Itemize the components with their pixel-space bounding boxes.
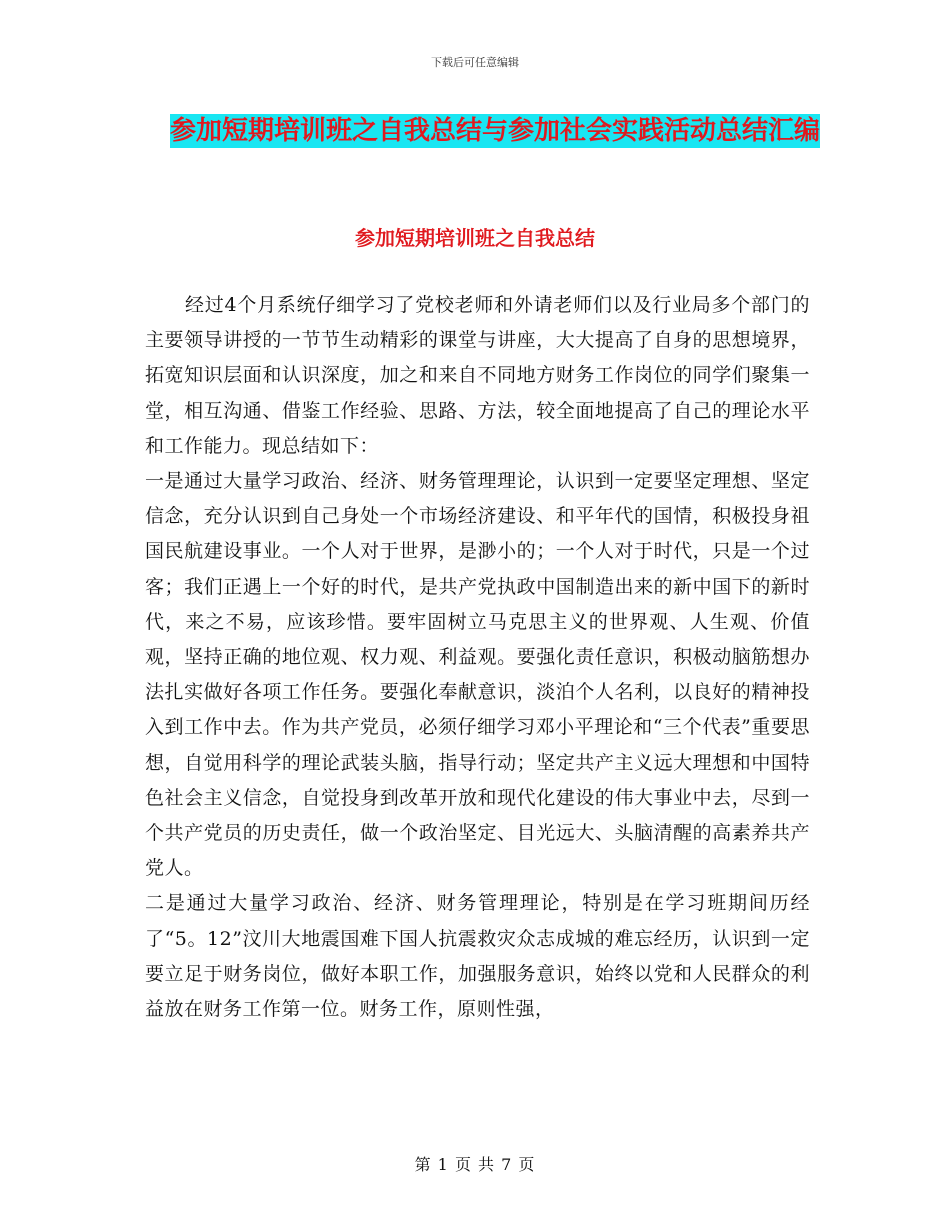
header-note: 下载后可任意编辑 <box>431 56 519 69</box>
section-title: 参加短期培训班之自我总结 <box>355 226 595 250</box>
document-title <box>150 108 840 154</box>
paragraph-point-two: 二是通过大量学习政治、经济、财务管理理论，特别是在学习班期间历经了“5。12”汶川大地震国难下国人抗震救灾众志成城的难忘经历，认识到一定要立足于财务岗位，做好本职工作，加强服务意识，始终以党和人民群众的利益放在财务工作第一位。财务工作，原则性强， <box>145 892 810 1021</box>
paragraph-intro: 经过4个月系统仔细学习了党校老师和外请老师们以及行业局多个部门的主要领导讲授的一节节生动精彩的课堂与讲座，大大提高了自身的思想境界，拓宽知识层面和认识深度，加之和来自不同地方财务工作岗位的同学们聚集一堂，相互沟通、借鉴工作经验、思路、方法，较全面地提高了自己的理论水平和工作能力。现总结如下： <box>145 294 810 457</box>
paragraph-point-one: 一是通过大量学习政治、经济、财务管理理论，认识到一定要坚定理想、坚定信念，充分认识到自己身处一个市场经济建设、和平年代的国情，积极投身祖国民航建设事业。一个人对于世界，是渺小的；一个人对于时代，只是一个过客；我们正遇上一个好的时代，是共产党执政中国制造出来的新中国下的新时代，来之不易，应该珍惜。要牢固树立马克思主义的世界观、人生观、价值观，坚持正确的地位观、权力观、利益观。要强化责任意识，积极动脑筋想办法扎实做好各项工作任务。要强化奉献意识，淡泊个人名利，以良好的精神投入到工作中去。作为共产党员，必须仔细学习邓小平理论和“三个代表”重要思想，自觉用科学的理论武装头脑，指导行动；坚定共产主义远大理想和中国特色社会主义信念，自觉投身到改革开放和现代化建设的伟大事业中去，尽到一个共产党员的历史责任，做一个政治坚定、目光远大、头脑清醒的高素养共产党人。 <box>145 470 810 880</box>
document-body <box>145 288 810 1027</box>
page-number-footer: 第 1 页 共 7 页 <box>414 1155 536 1174</box>
document-title-text: 参加短期培训班之自我总结与参加社会实践活动总结汇编 <box>169 116 820 146</box>
